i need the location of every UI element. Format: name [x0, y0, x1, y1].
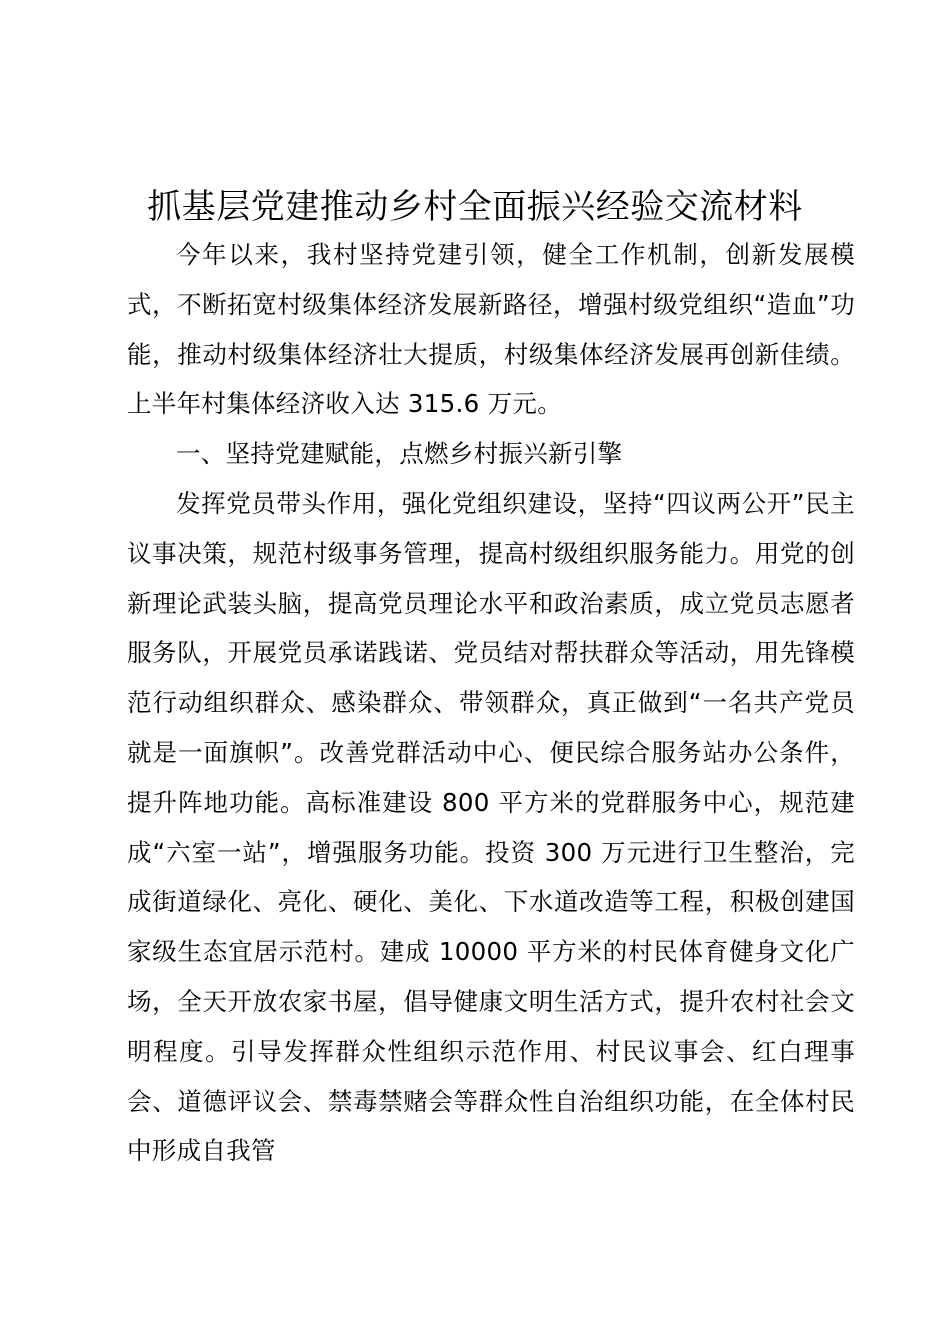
document-body	[127, 230, 855, 1176]
intro-paragraph: 今年以来，我村坚持党建引领，健全工作机制，创新发展模式，不断拓宽村级集体经济发展新路径，增强村级党组织“造血”功能，推动村级集体经济壮大提质，村级集体经济发展再创新佳绩。上半年村集体经济收入达 315.6 万元。	[127, 240, 855, 419]
section-heading: 一、坚持党建赋能，点燃乡村振兴新引擎	[176, 439, 623, 469]
document-title: 抓基层党建推动乡村全面振兴经验交流材料	[147, 187, 803, 227]
body-paragraph: 发挥党员带头作用，强化党组织建设，坚持“四议两公开”民主议事决策，规范村级事务管理，提高村级组织服务能力。用党的创新理论武装头脑，提高党员理论水平和政治素质，成立党员志愿者服务队，开展党员承诺践诺、党员结对帮扶群众等活动，用先锋模范行动组织群众、感染群众、带领群众，真正做到“一名共产党员就是一面旗帜”。改善党群活动中心、便民综合服务站办公条件，提升阵地功能。高标准建设 800 平方米的党群服务中心，规范建成“六室一站”，增强服务功能。投资 300 万元进行卫生整治，完成街道绿化、亮化、硬化、美化、下水道改造等工程，积极创建国家级生态宜居示范村。建成 10000 平方米的村民体育健身文化广场，全天开放农家书屋，倡导健康文明生活方式，提升农村社会文明程度。引导发挥群众性组织示范作用、村民议事会、红白理事会、道德评议会、禁毒禁赌会等群众性自治组织功能，在全体村民中形成自我管	[127, 488, 855, 1166]
